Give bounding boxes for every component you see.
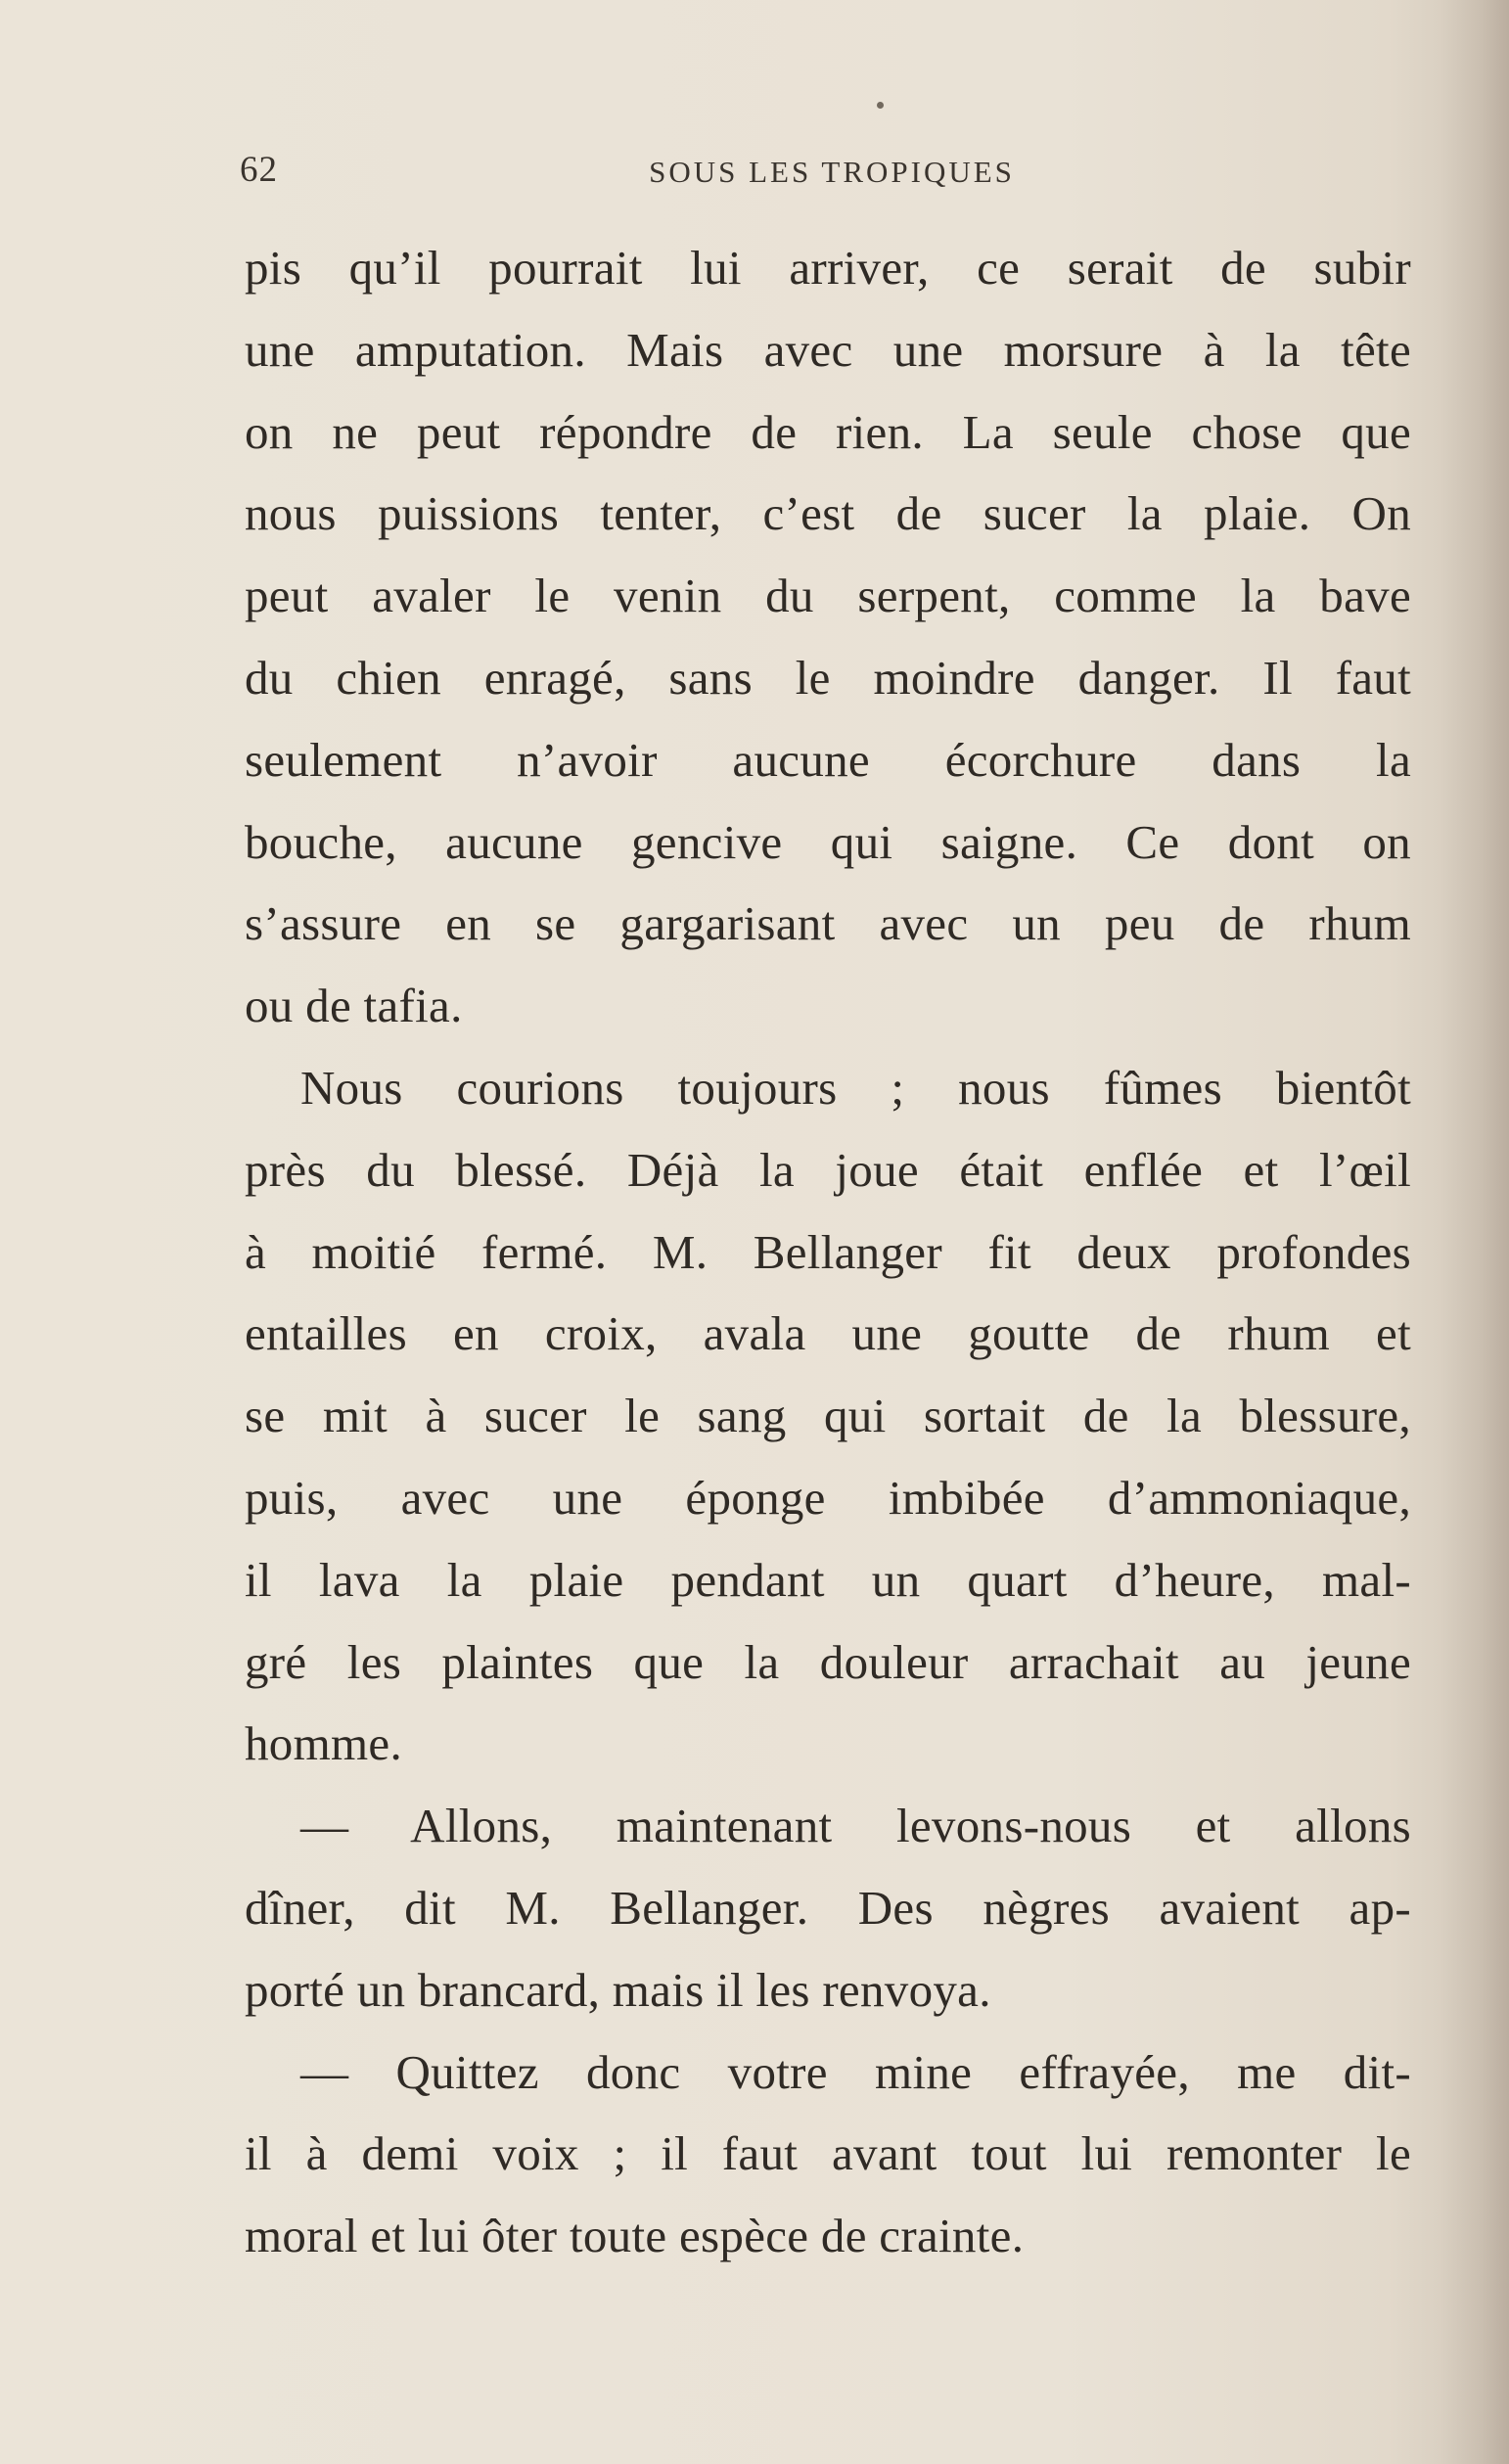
page-number: 62 bbox=[240, 150, 278, 190]
text-line: gré les plaintes que la douleur arrachait au jeune bbox=[245, 1634, 1411, 1689]
body-text bbox=[245, 227, 1411, 2277]
text-line: on ne peut répondre de rien. La seule chose que bbox=[245, 404, 1411, 459]
dialogue-first-line: — Quittez donc votre mine effrayée, me dit- bbox=[300, 2044, 1411, 2099]
text-line: dîner, dit M. Bellanger. Des nègres avaient ap- bbox=[245, 1880, 1411, 1935]
text-line: une amputation. Mais avec une morsure à la tête bbox=[245, 322, 1411, 377]
text-line: se mit à sucer le sang qui sortait de la blessure, bbox=[245, 1389, 1411, 1443]
text-line: entailles en croix, avala une goutte de rhum et bbox=[245, 1306, 1411, 1361]
dialogue-first-line: — Allons, maintenant levons-nous et allons bbox=[300, 1799, 1411, 1853]
paragraph-end-line: ou de tafia. bbox=[245, 979, 463, 1033]
text-line: puis, avec une éponge imbibée d’ammoniaque, bbox=[245, 1470, 1411, 1525]
ink-speck bbox=[877, 102, 884, 109]
text-line: bouche, aucune gencive qui saigne. Ce dont on bbox=[245, 814, 1411, 869]
text-line: il lava la plaie pendant un quart d’heure, mal- bbox=[245, 1552, 1411, 1607]
text-line: nous puissions tenter, c’est de sucer la plaie. On bbox=[245, 486, 1411, 541]
text-line: pis qu’il pourrait lui arriver, ce serait de subir bbox=[245, 241, 1411, 295]
text-line: il à demi voix ; il faut avant tout lui remonter le bbox=[245, 2126, 1411, 2181]
running-head: SOUS LES TROPIQUES bbox=[649, 155, 1015, 189]
paragraph-first-line: Nous courions toujours ; nous fûmes bientôt bbox=[300, 1060, 1411, 1115]
page-header bbox=[240, 149, 1424, 198]
paragraph-end-line: porté un brancard, mais il les renvoya. bbox=[245, 1962, 991, 2017]
paragraph-end-line: moral et lui ôter toute espèce de crainte. bbox=[245, 2209, 1025, 2263]
text-line: du chien enragé, sans le moindre danger. Il faut bbox=[245, 650, 1411, 705]
text-line: à moitié fermé. M. Bellanger fit deux profondes bbox=[245, 1224, 1411, 1279]
text-line: près du blessé. Déjà la joue était enflée et l’œil bbox=[245, 1142, 1411, 1197]
text-line: peut avaler le venin du serpent, comme la bave bbox=[245, 569, 1411, 623]
text-line: seulement n’avoir aucune écorchure dans la bbox=[245, 732, 1411, 787]
text-line: s’assure en se gargarisant avec un peu de rhum bbox=[245, 896, 1411, 951]
paragraph-end-line: homme. bbox=[245, 1716, 403, 1771]
